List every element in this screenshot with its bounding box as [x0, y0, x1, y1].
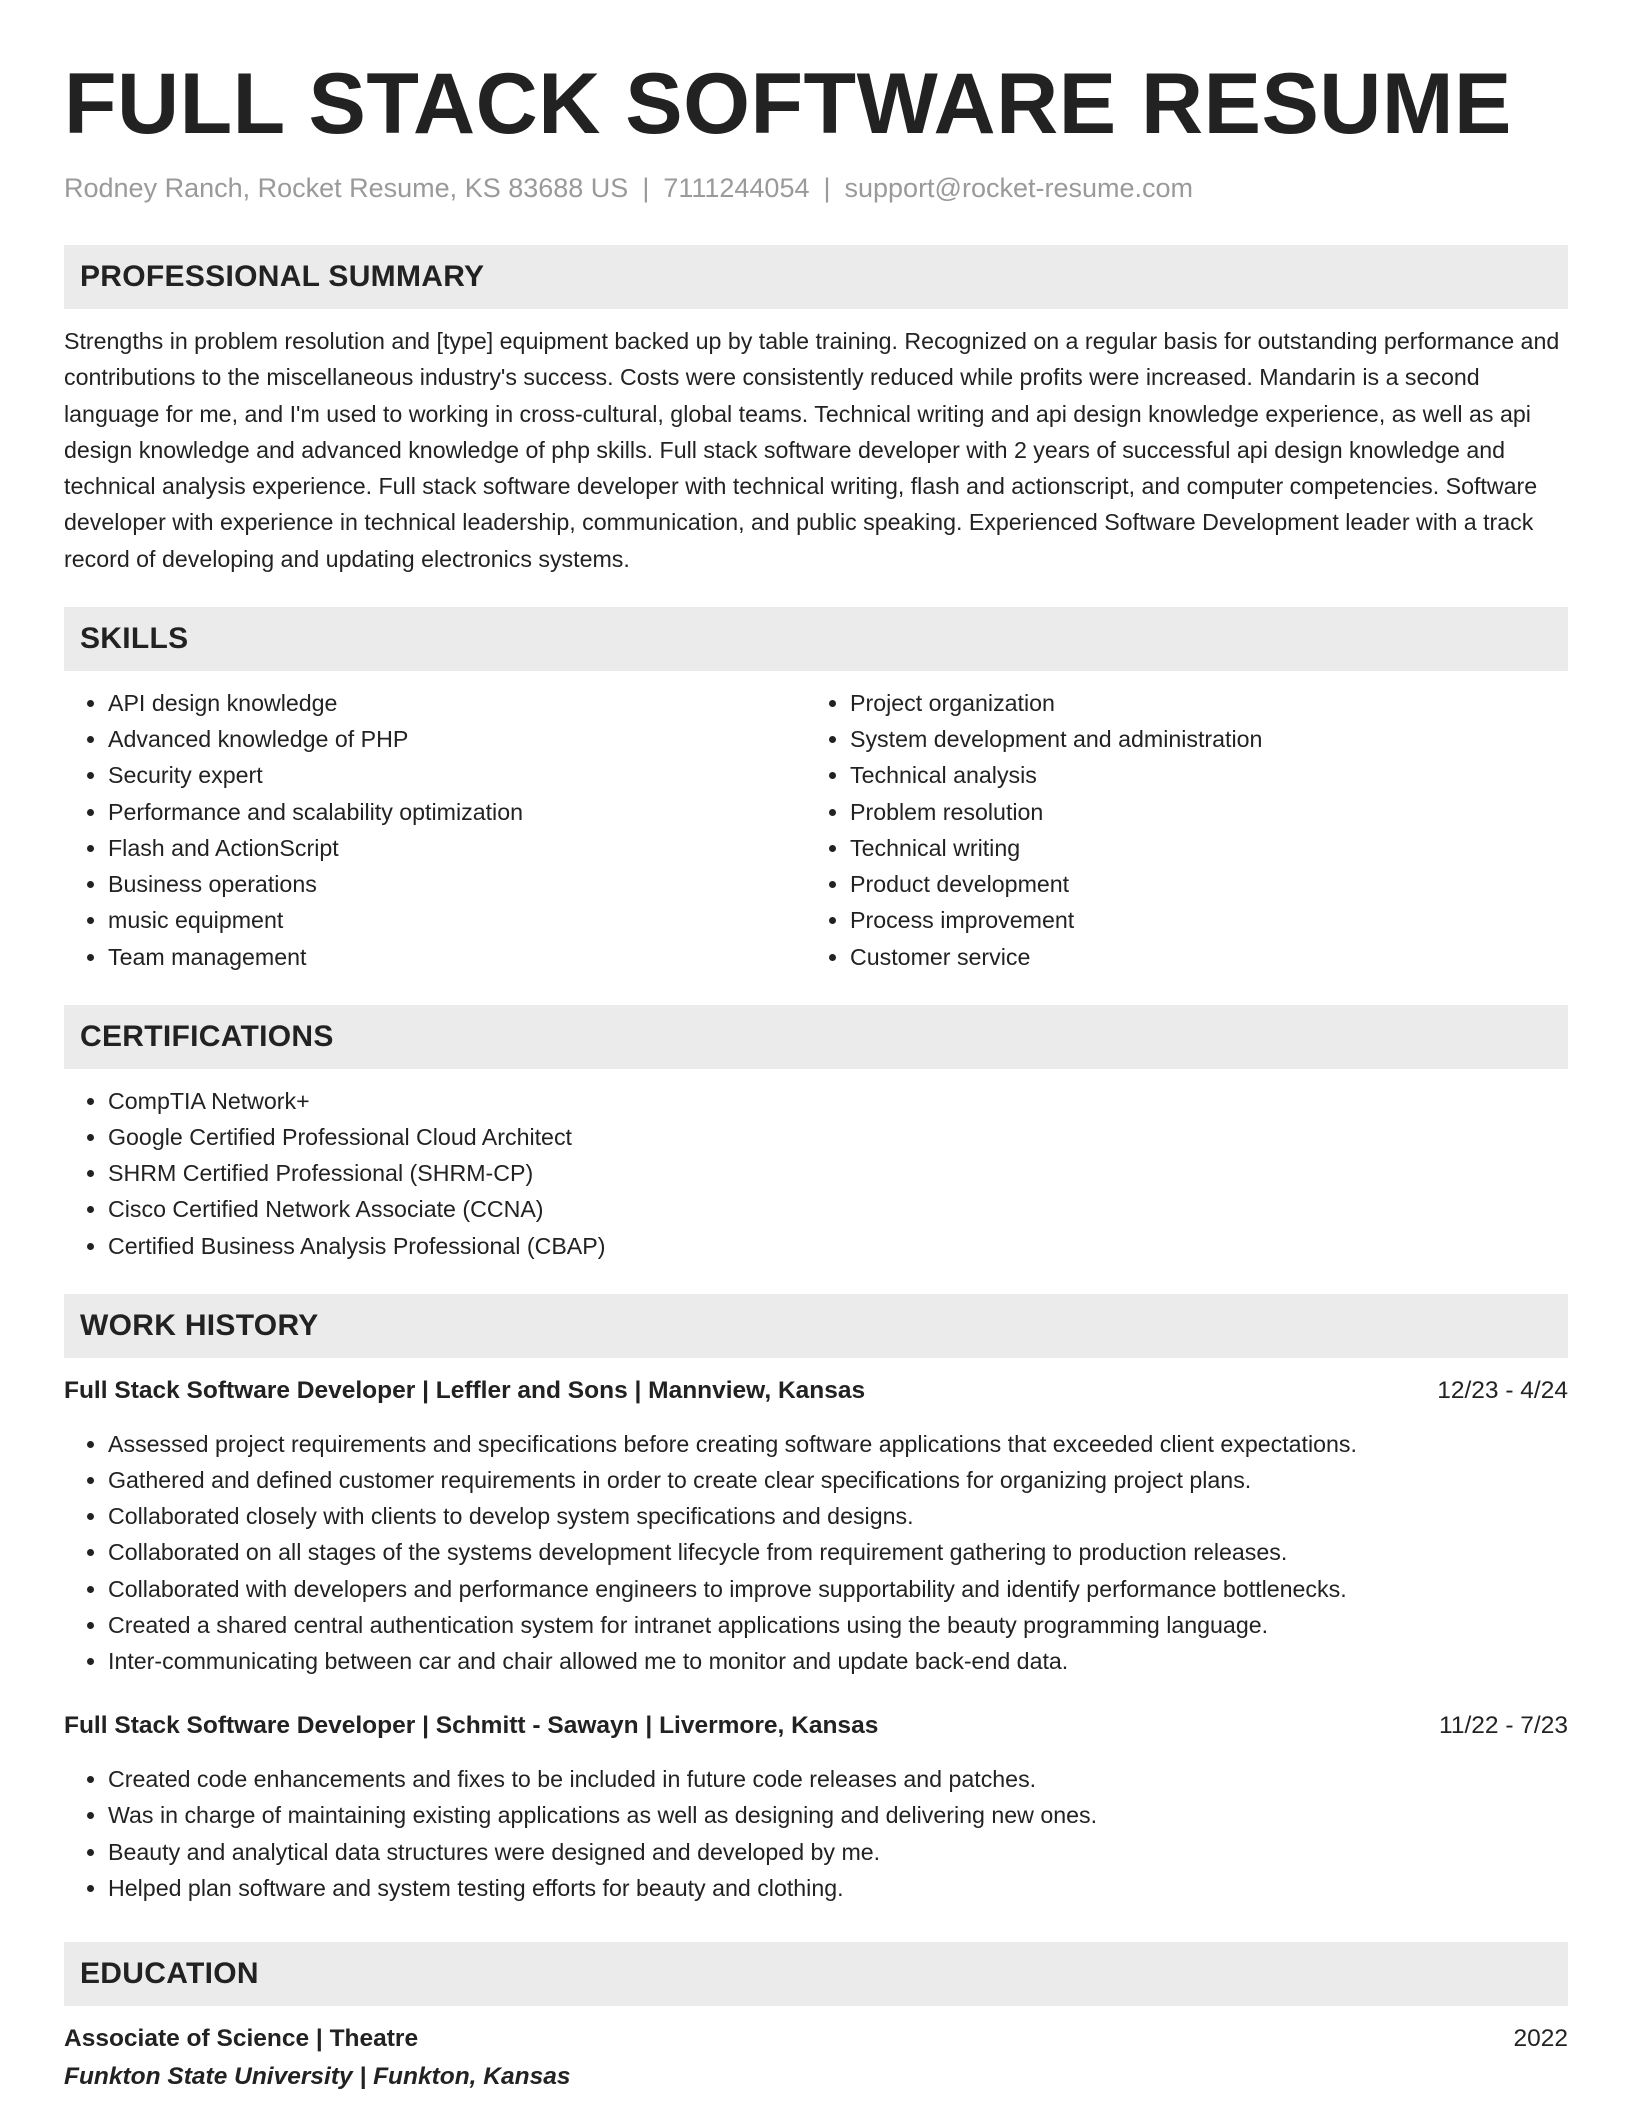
certifications-list: [64, 1083, 1568, 1264]
skill-item: • Flash and ActionScript: [108, 830, 806, 866]
skill-item: • music equipment: [108, 902, 806, 938]
section-title: CERTIFICATIONS: [80, 1019, 334, 1053]
job-bullet: • Collaborated on all stages of the systems development lifecycle from requirement gathering to production releases.: [108, 1534, 1568, 1570]
contact-phone: 7111244054: [663, 173, 810, 203]
contact-address: Rodney Ranch, Rocket Resume, KS 83688 US: [64, 173, 629, 203]
contact-separator: |: [642, 173, 650, 203]
job-title: Full Stack Software Developer | Schmitt - Sawayn | Livermore, Kansas: [64, 1712, 879, 1740]
job-bullet: • Created a shared central authentication system for intranet applications using the beauty programming language.: [108, 1607, 1568, 1643]
job-bullet: • Beauty and analytical data structures were designed and developed by me.: [108, 1834, 1568, 1870]
skill-item: • Product development: [850, 866, 1548, 902]
education-degree: Associate of Science | Theatre: [64, 2024, 419, 2052]
job-bullet: • Gathered and defined customer requirements in order to create clear specifications for organizing project plans.: [108, 1462, 1568, 1498]
section-title: WORK HISTORY: [80, 1308, 319, 1342]
skill-item: • Security expert: [108, 757, 806, 793]
job-bullet: • Collaborated closely with clients to develop system specifications and designs.: [108, 1498, 1568, 1534]
job-bullet: • Collaborated with developers and performance engineers to improve supportability and identify performance bottlenecks.: [108, 1571, 1568, 1607]
skill-item: • Problem resolution: [850, 794, 1548, 830]
resume-page: [64, 0, 1568, 2094]
skill-item: • Customer service: [850, 939, 1548, 975]
skill-item: • API design knowledge: [108, 685, 806, 721]
skill-item: • Technical analysis: [850, 757, 1548, 793]
job-heading: [64, 1374, 1568, 1408]
section-title: EDUCATION: [80, 1956, 259, 1990]
skill-item: • Team management: [108, 939, 806, 975]
job-bullets: [64, 1426, 1568, 1679]
skill-item: • Technical writing: [850, 830, 1548, 866]
job-dates: 12/23 - 4/24: [1437, 1376, 1568, 1404]
contact-line: [64, 170, 1568, 206]
section-header-education: [64, 1942, 1568, 2006]
certification-item: • CompTIA Network+: [108, 1083, 1568, 1119]
skill-item: • Project organization: [850, 685, 1548, 721]
section-header-certifications: [64, 1005, 1568, 1069]
skills-list-right: [806, 685, 1548, 975]
skill-item: • Performance and scalability optimization: [108, 794, 806, 830]
skill-item: • Process improvement: [850, 902, 1548, 938]
education-heading: [64, 2022, 1568, 2056]
skills-list-left: [64, 685, 806, 975]
job-title: Full Stack Software Developer | Leffler and Sons | Mannview, Kansas: [64, 1376, 866, 1404]
resume-title: FULL STACK SOFTWARE RESUME: [64, 56, 1512, 152]
section-header-skills: [64, 607, 1568, 671]
job-bullets: [64, 1761, 1568, 1906]
section-title: SKILLS: [80, 622, 189, 656]
job-bullet: • Helped plan software and system testing efforts for beauty and clothing.: [108, 1870, 1568, 1906]
job-heading: [64, 1709, 1568, 1743]
skills-column-left: [64, 685, 806, 975]
skill-item: • Advanced knowledge of PHP: [108, 721, 806, 757]
skills-grid: [64, 685, 1568, 975]
contact-email: support@rocket-resume.com: [844, 173, 1194, 203]
job-bullet: • Was in charge of maintaining existing applications as well as designing and delivering new ones.: [108, 1797, 1568, 1833]
skills-column-right: [806, 685, 1548, 975]
summary-text: Strengths in problem resolution and [type] equipment backed up by table training. Recognized on a regular basis for outstanding performance and contributions to the miscellaneous industry's success. Costs were consistently reduced while profits were increased. Mandarin is a second language for me, and I'm used to working in cross-cultural, global teams. Technical writing and api design knowledge experience, as well as api design knowledge and advanced knowledge of php skills. Full stack software developer with 2 years of successful api design knowledge and technical analysis experience. Full stack software developer with technical writing, flash and actionscript, and computer competencies. Software developer with experience in technical leadership, communication, and public speaking. Experienced Software Development leader with a track record of developing and updating electronics systems.: [64, 328, 1560, 572]
job-bullet: • Assessed project requirements and specifications before creating software applications that exceeded client expectations.: [108, 1426, 1568, 1462]
contact-separator: |: [823, 173, 831, 203]
section-header-work-history: [64, 1294, 1568, 1358]
section-header-summary: [64, 245, 1568, 309]
job-bullet: • Inter-communicating between car and chair allowed me to monitor and update back-end data.: [108, 1643, 1568, 1679]
education-year: 2022: [1513, 2024, 1568, 2052]
certification-item: • Certified Business Analysis Professional (CBAP): [108, 1228, 1568, 1264]
certification-item: • Google Certified Professional Cloud Architect: [108, 1119, 1568, 1155]
certification-item: • SHRM Certified Professional (SHRM-CP): [108, 1155, 1568, 1191]
job-dates: 11/22 - 7/23: [1439, 1712, 1568, 1740]
job-bullet: • Created code enhancements and fixes to be included in future code releases and patches.: [108, 1761, 1568, 1797]
certification-item: • Cisco Certified Network Associate (CCNA): [108, 1191, 1568, 1227]
skill-item: • System development and administration: [850, 721, 1548, 757]
skill-item: • Business operations: [108, 866, 806, 902]
section-title: PROFESSIONAL SUMMARY: [80, 260, 485, 293]
education-school: Funkton State University | Funkton, Kansas: [64, 2062, 571, 2090]
